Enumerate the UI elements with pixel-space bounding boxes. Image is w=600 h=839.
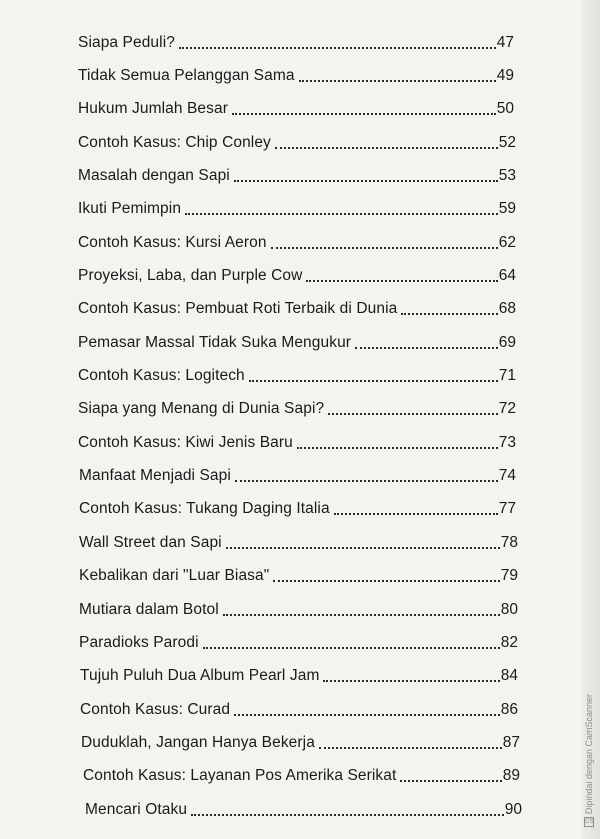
toc-entry-title: Mutiara dalam Botol	[79, 600, 219, 618]
toc-entry-page: 84	[500, 667, 518, 685]
toc-entry	[0, 293, 600, 326]
dot-leader	[185, 212, 498, 215]
toc-entry	[0, 126, 600, 159]
dot-leader	[234, 179, 498, 182]
toc-entry-page: 50	[496, 100, 514, 118]
toc-entry-title: Ikuti Pemimpin	[78, 200, 182, 218]
toc-entry	[0, 660, 600, 693]
toc-entry-title: Mencari Otaku	[85, 800, 188, 818]
dot-leader	[355, 346, 498, 349]
toc-entry	[0, 760, 600, 793]
toc-entry-title: Contoh Kasus: Chip Conley	[78, 133, 271, 151]
toc-entry-title: Siapa yang Menang di Dunia Sapi?	[78, 400, 325, 418]
toc-entry-title: Contoh Kasus: Logitech	[78, 367, 245, 385]
dot-leader	[273, 579, 499, 582]
dot-leader	[328, 412, 498, 415]
toc-entry-title: Contoh Kasus: Tukang Daging Italia	[79, 500, 330, 518]
camscanner-watermark	[584, 694, 594, 827]
toc-entry	[0, 793, 600, 826]
toc-entry-title: Contoh Kasus: Pembuat Roti Terbaik di Dunia	[78, 300, 398, 318]
dot-leader	[191, 813, 504, 816]
toc-entry-page: 77	[498, 500, 516, 518]
dot-leader	[297, 446, 498, 449]
toc-entry-title: Contoh Kasus: Layanan Pos Amerika Serikat	[83, 767, 397, 785]
toc-entry-title: Paradioks Parodi	[79, 633, 199, 651]
toc-entry-title: Pemasar Massal Tidak Suka Mengukur	[78, 333, 352, 351]
toc-entry-title: Wall Street dan Sapi	[79, 533, 222, 551]
toc-entry	[0, 626, 600, 659]
toc-entry-title: Proyeksi, Laba, dan Purple Cow	[78, 267, 303, 285]
toc-entry-title: Contoh Kasus: Kiwi Jenis Baru	[78, 433, 293, 451]
toc-entry-page: 86	[500, 700, 518, 718]
toc-entry-title: Kebalikan dari "Luar Biasa"	[79, 567, 270, 585]
watermark-text: Dipindai dengan CamScanner	[584, 693, 594, 814]
toc-entry	[0, 93, 600, 126]
toc-entry-title: Manfaat Menjadi Sapi	[79, 467, 231, 485]
toc-entry	[0, 193, 600, 226]
toc-entry-page: 82	[500, 633, 518, 651]
toc-entry-page: 90	[504, 800, 522, 818]
toc-entry	[0, 493, 600, 526]
toc-entry-page: 80	[500, 600, 518, 618]
toc-entry	[0, 393, 600, 426]
toc-entry	[0, 59, 600, 92]
toc-entry-page: 64	[498, 267, 516, 285]
toc-entry-page: 89	[502, 767, 520, 785]
toc-entry	[0, 593, 600, 626]
toc-entry-title: Contoh Kasus: Kursi Aeron	[78, 233, 267, 251]
toc-entry	[0, 26, 600, 59]
toc-entry-title: Duduklah, Jangan Hanya Bekerja	[81, 733, 315, 751]
toc-entry-page: 72	[498, 400, 516, 418]
dot-leader	[306, 279, 497, 282]
toc-entry-page: 79	[500, 567, 518, 585]
toc-entry-title: Siapa Peduli?	[78, 33, 175, 51]
toc-entry-page: 52	[498, 133, 516, 151]
toc-entry-page: 59	[498, 200, 516, 218]
toc-entry	[0, 726, 600, 759]
dot-leader	[319, 746, 502, 749]
dot-leader	[400, 779, 501, 782]
dot-leader	[235, 479, 498, 482]
toc-entry	[0, 359, 600, 392]
toc-entry	[0, 159, 600, 192]
toc-entry-page: 78	[500, 533, 518, 551]
toc-entry-page: 49	[496, 67, 514, 85]
toc-entry-page: 68	[498, 300, 516, 318]
toc-entry-page: 87	[502, 733, 520, 751]
toc-entry	[0, 226, 600, 259]
table-of-contents	[0, 26, 600, 826]
dot-leader	[203, 646, 500, 649]
dot-leader	[179, 46, 496, 49]
toc-entry	[0, 526, 600, 559]
toc-entry-page: 47	[496, 33, 514, 51]
toc-entry	[0, 326, 600, 359]
toc-entry-page: 73	[498, 433, 516, 451]
toc-entry-page: 69	[498, 333, 516, 351]
dot-leader	[323, 679, 499, 682]
dot-leader	[334, 512, 498, 515]
toc-entry-page: 62	[498, 233, 516, 251]
dot-leader	[226, 546, 500, 549]
toc-entry	[0, 560, 600, 593]
toc-entry	[0, 426, 600, 459]
dot-leader	[401, 312, 497, 315]
camscanner-icon: CS	[585, 819, 594, 825]
toc-entry-page: 74	[498, 467, 516, 485]
toc-entry-title: Masalah dengan Sapi	[78, 167, 230, 185]
dot-leader	[299, 79, 496, 82]
dot-leader	[223, 613, 500, 616]
dot-leader	[275, 146, 498, 149]
toc-entry	[0, 459, 600, 492]
dot-leader	[232, 112, 496, 115]
toc-entry	[0, 259, 600, 292]
toc-entry-page: 53	[498, 167, 516, 185]
toc-entry-title: Tujuh Puluh Dua Album Pearl Jam	[80, 667, 320, 685]
dot-leader	[234, 713, 500, 716]
dot-leader	[249, 379, 498, 382]
toc-entry	[0, 693, 600, 726]
toc-entry-page: 71	[498, 367, 516, 385]
toc-entry-title: Contoh Kasus: Curad	[80, 700, 231, 718]
dot-leader	[271, 246, 498, 249]
toc-entry-title: Tidak Semua Pelanggan Sama	[78, 67, 295, 85]
toc-entry-title: Hukum Jumlah Besar	[78, 100, 228, 118]
